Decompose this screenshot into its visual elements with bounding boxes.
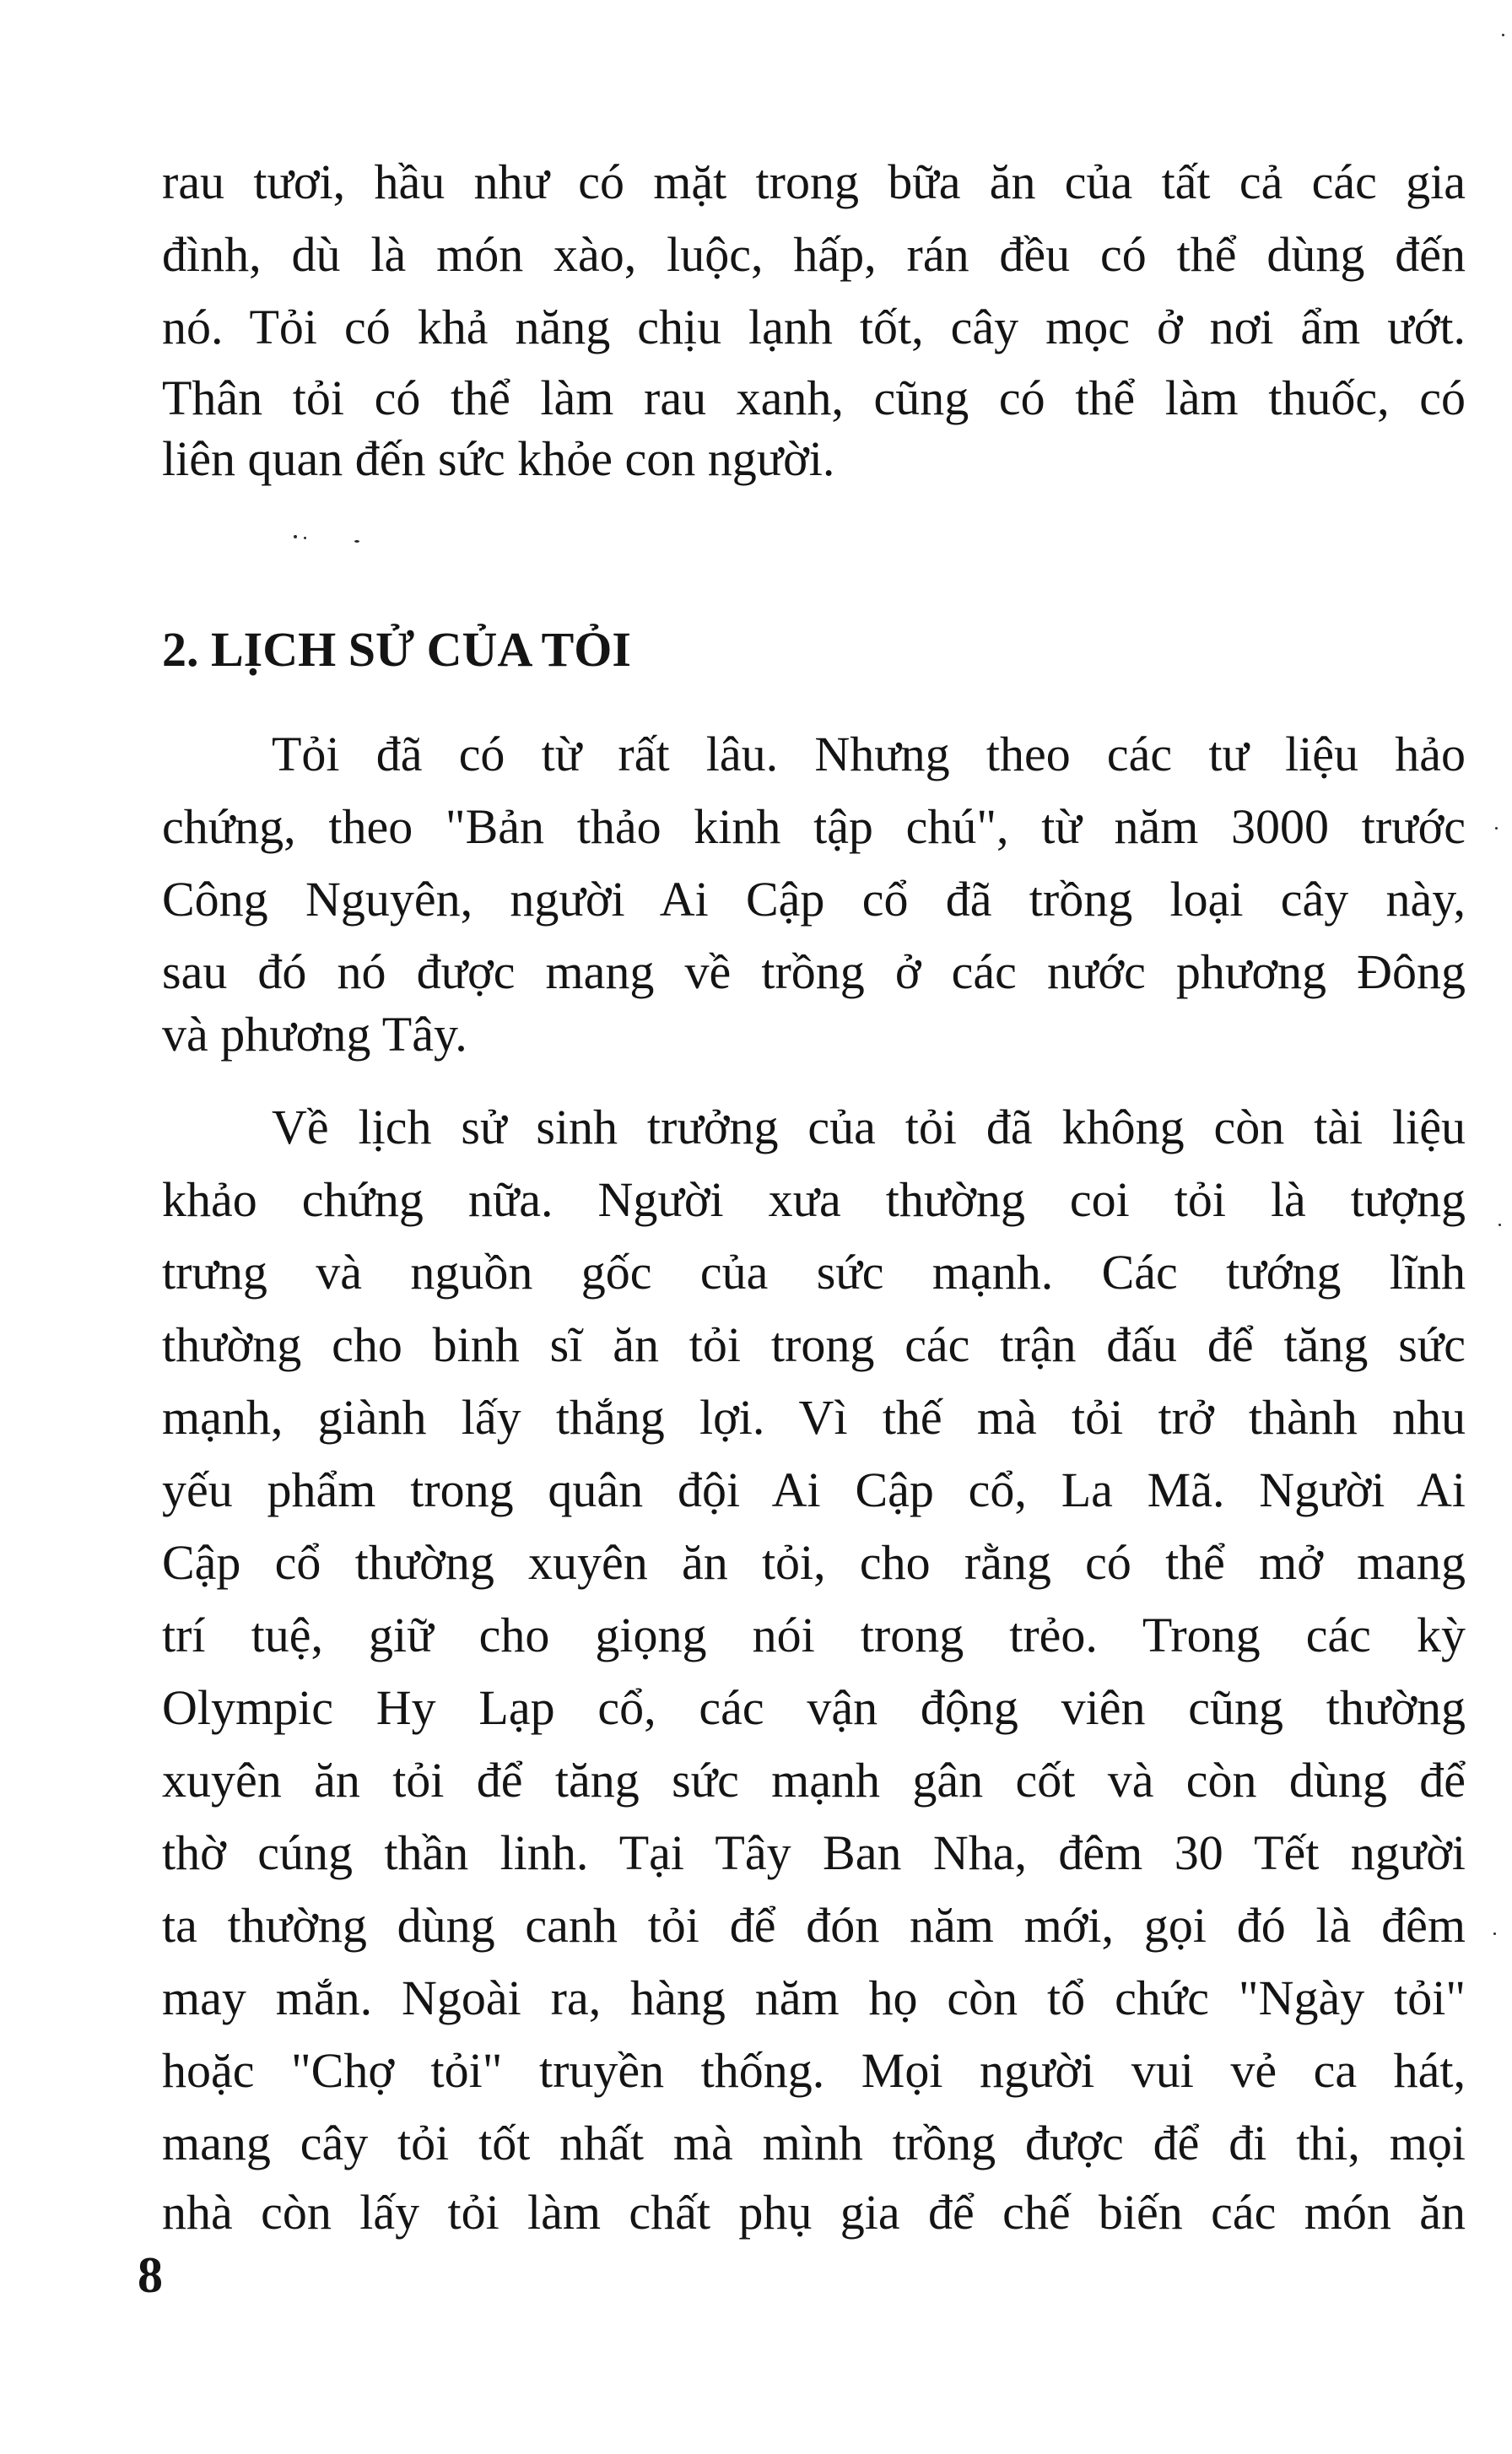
print-speck — [1495, 827, 1498, 830]
body-text-line: ta thường dùng canh tỏi để đón năm mới, gọi đó là đêm — [162, 1898, 1466, 1953]
paragraph-first-line: Về lịch sử sinh trưởng của tỏi đã không còn tài liệu — [272, 1100, 1466, 1154]
body-text-line: mạnh, giành lấy thắng lợi. Vì thế mà tỏi trở thành nhu — [162, 1390, 1466, 1445]
section-heading: 2. LỊCH SỬ CỦA TỎI — [162, 622, 631, 677]
body-text-line: hoặc "Chợ tỏi" truyền thống. Mọi người vui vẻ ca hát, — [162, 2043, 1466, 2098]
paragraph-first-line: Tỏi đã có từ rất lâu. Nhưng theo các tư liệu hảo — [272, 727, 1466, 781]
body-text-line: thường cho binh sĩ ăn tỏi trong các trận đấu để tăng sức — [162, 1317, 1466, 1372]
body-text-line: rau tươi, hầu như có mặt trong bữa ăn của tất cả các gia — [162, 154, 1466, 209]
print-speck — [1493, 1932, 1496, 1935]
body-text-line: trí tuệ, giữ cho giọng nói trong trẻo. Trong các kỳ — [162, 1608, 1466, 1662]
print-speck — [294, 535, 297, 538]
body-text-line: Thân tỏi có thể làm rau xanh, cũng có thể làm thuốc, có — [162, 370, 1466, 425]
body-text-line: khảo chứng nữa. Người xưa thường coi tỏi là tượng — [162, 1172, 1466, 1227]
body-text-line: sau đó nó được mang về trồng ở các nước phương Đông — [162, 944, 1466, 999]
print-speck — [1498, 1224, 1501, 1226]
page-number: 8 — [138, 2247, 163, 2303]
body-text-line: chứng, theo "Bản thảo kinh tập chú", từ năm 3000 trước — [162, 799, 1466, 854]
body-text-line: đình, dù là món xào, luộc, hấp, rán đều có thể dùng đến — [162, 227, 1466, 282]
body-text-line: trưng và nguồn gốc của sức mạnh. Các tướng lĩnh — [162, 1245, 1466, 1300]
body-text-line: thờ cúng thần linh. Tại Tây Ban Nha, đêm 30 Tết người — [162, 1825, 1466, 1880]
body-text-line: Cập cổ thường xuyên ăn tỏi, cho rằng có thể mở mang — [162, 1535, 1466, 1590]
body-text-line: Olympic Hy Lạp cổ, các vận động viên cũng thường — [162, 1680, 1466, 1735]
body-text-line: nhà còn lấy tỏi làm chất phụ gia để chế biến các món ăn — [162, 2185, 1466, 2240]
body-text-line: xuyên ăn tỏi để tăng sức mạnh gân cốt và còn dùng để — [162, 1753, 1466, 1808]
print-speck — [354, 540, 359, 543]
body-text-line: Công Nguyên, người Ai Cập cổ đã trồng loại cây này, — [162, 872, 1466, 927]
body-text-line: may mắn. Ngoài ra, hàng năm họ còn tổ chức "Ngày tỏi" — [162, 1970, 1466, 2025]
print-speck — [1502, 34, 1504, 36]
print-speck — [304, 537, 306, 539]
body-text-line: mang cây tỏi tốt nhất mà mình trồng được để đi thi, mọi — [162, 2116, 1466, 2170]
body-text-line: liên quan đến sức khỏe con người. — [162, 431, 835, 486]
body-text-line: nó. Tỏi có khả năng chịu lạnh tốt, cây mọc ở nơi ẩm ướt. — [162, 300, 1466, 354]
body-text-line: và phương Tây. — [162, 1007, 467, 1062]
body-text-line: yếu phẩm trong quân đội Ai Cập cổ, La Mã. Người Ai — [162, 1462, 1466, 1517]
